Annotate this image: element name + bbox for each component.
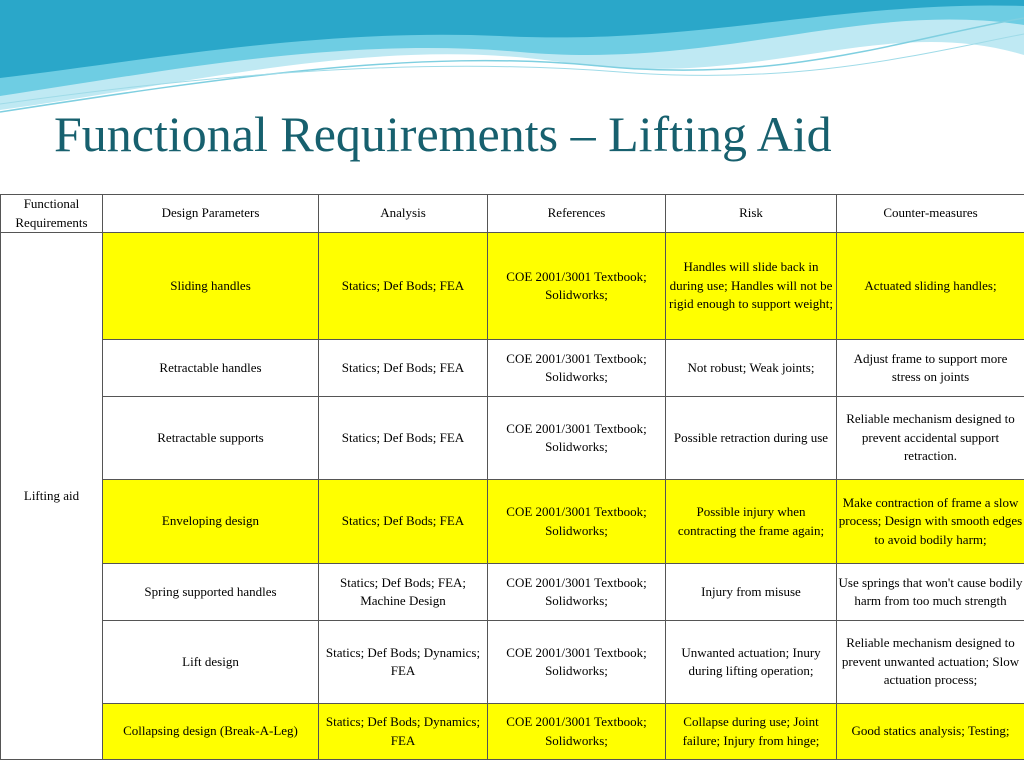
counter-measures-cell: Reliable mechanism designed to prevent unwanted actuation; Slow actuation process; (837, 621, 1024, 704)
table-row (1, 397, 1024, 480)
risk-cell: Collapse during use; Joint failure; Injury from hinge; (666, 704, 837, 760)
design-parameter-cell: Lift design (103, 621, 319, 704)
design-parameter-cell: Spring supported handles (103, 564, 319, 621)
counter-measures-cell: Actuated sliding handles; (837, 233, 1024, 340)
functional-requirement-cell: Lifting aid (1, 233, 103, 760)
design-parameter-cell: Collapsing design (Break-A-Leg) (103, 704, 319, 760)
analysis-cell: Statics; Def Bods; Dynamics; FEA (319, 621, 488, 704)
table-row (1, 704, 1024, 760)
design-parameter-cell: Sliding handles (103, 233, 319, 340)
analysis-cell: Statics; Def Bods; FEA (319, 340, 488, 397)
counter-measures-cell: Reliable mechanism designed to prevent accidental support retraction. (837, 397, 1024, 480)
risk-cell: Possible injury when contracting the frame again; (666, 480, 837, 564)
design-parameter-cell: Retractable handles (103, 340, 319, 397)
analysis-cell: Statics; Def Bods; FEA (319, 233, 488, 340)
analysis-cell: Statics; Def Bods; FEA (319, 480, 488, 564)
references-cell: COE 2001/3001 Textbook; Solidworks; (488, 621, 666, 704)
references-cell: COE 2001/3001 Textbook; Solidworks; (488, 480, 666, 564)
header-references: References (488, 195, 666, 233)
decorative-wave-header (0, 0, 1024, 120)
references-cell: COE 2001/3001 Textbook; Solidworks; (488, 564, 666, 621)
table-row (1, 564, 1024, 621)
design-parameter-cell: Enveloping design (103, 480, 319, 564)
references-cell: COE 2001/3001 Textbook; Solidworks; (488, 397, 666, 480)
analysis-cell: Statics; Def Bods; FEA (319, 397, 488, 480)
counter-measures-cell: Adjust frame to support more stress on joints (837, 340, 1024, 397)
table-row (1, 621, 1024, 704)
requirements-table (0, 194, 1024, 760)
references-cell: COE 2001/3001 Textbook; Solidworks; (488, 233, 666, 340)
analysis-cell: Statics; Def Bods; Dynamics; FEA (319, 704, 488, 760)
table-header-row (1, 195, 1024, 233)
header-counter-measures: Counter-measures (837, 195, 1024, 233)
design-parameter-cell: Retractable supports (103, 397, 319, 480)
header-risk: Risk (666, 195, 837, 233)
references-cell: COE 2001/3001 Textbook; Solidworks; (488, 340, 666, 397)
header-design-parameters: Design Parameters (103, 195, 319, 233)
table-row (1, 233, 1024, 340)
table-row (1, 480, 1024, 564)
references-cell: COE 2001/3001 Textbook; Solidworks; (488, 704, 666, 760)
risk-cell: Not robust; Weak joints; (666, 340, 837, 397)
counter-measures-cell: Good statics analysis; Testing; (837, 704, 1024, 760)
risk-cell: Possible retraction during use (666, 397, 837, 480)
counter-measures-cell: Make contraction of frame a slow process; Design with smooth edges to avoid bodily harm; (837, 480, 1024, 564)
risk-cell: Handles will slide back in during use; Handles will not be rigid enough to support weight; (666, 233, 837, 340)
header-functional-requirements: Functional Requirements (1, 195, 103, 233)
analysis-cell: Statics; Def Bods; FEA; Machine Design (319, 564, 488, 621)
risk-cell: Injury from misuse (666, 564, 837, 621)
risk-cell: Unwanted actuation; Inury during lifting operation; (666, 621, 837, 704)
counter-measures-cell: Use springs that won't cause bodily harm from too much strength (837, 564, 1024, 621)
table-row (1, 340, 1024, 397)
header-analysis: Analysis (319, 195, 488, 233)
slide-title: Functional Requirements – Lifting Aid (54, 106, 832, 162)
